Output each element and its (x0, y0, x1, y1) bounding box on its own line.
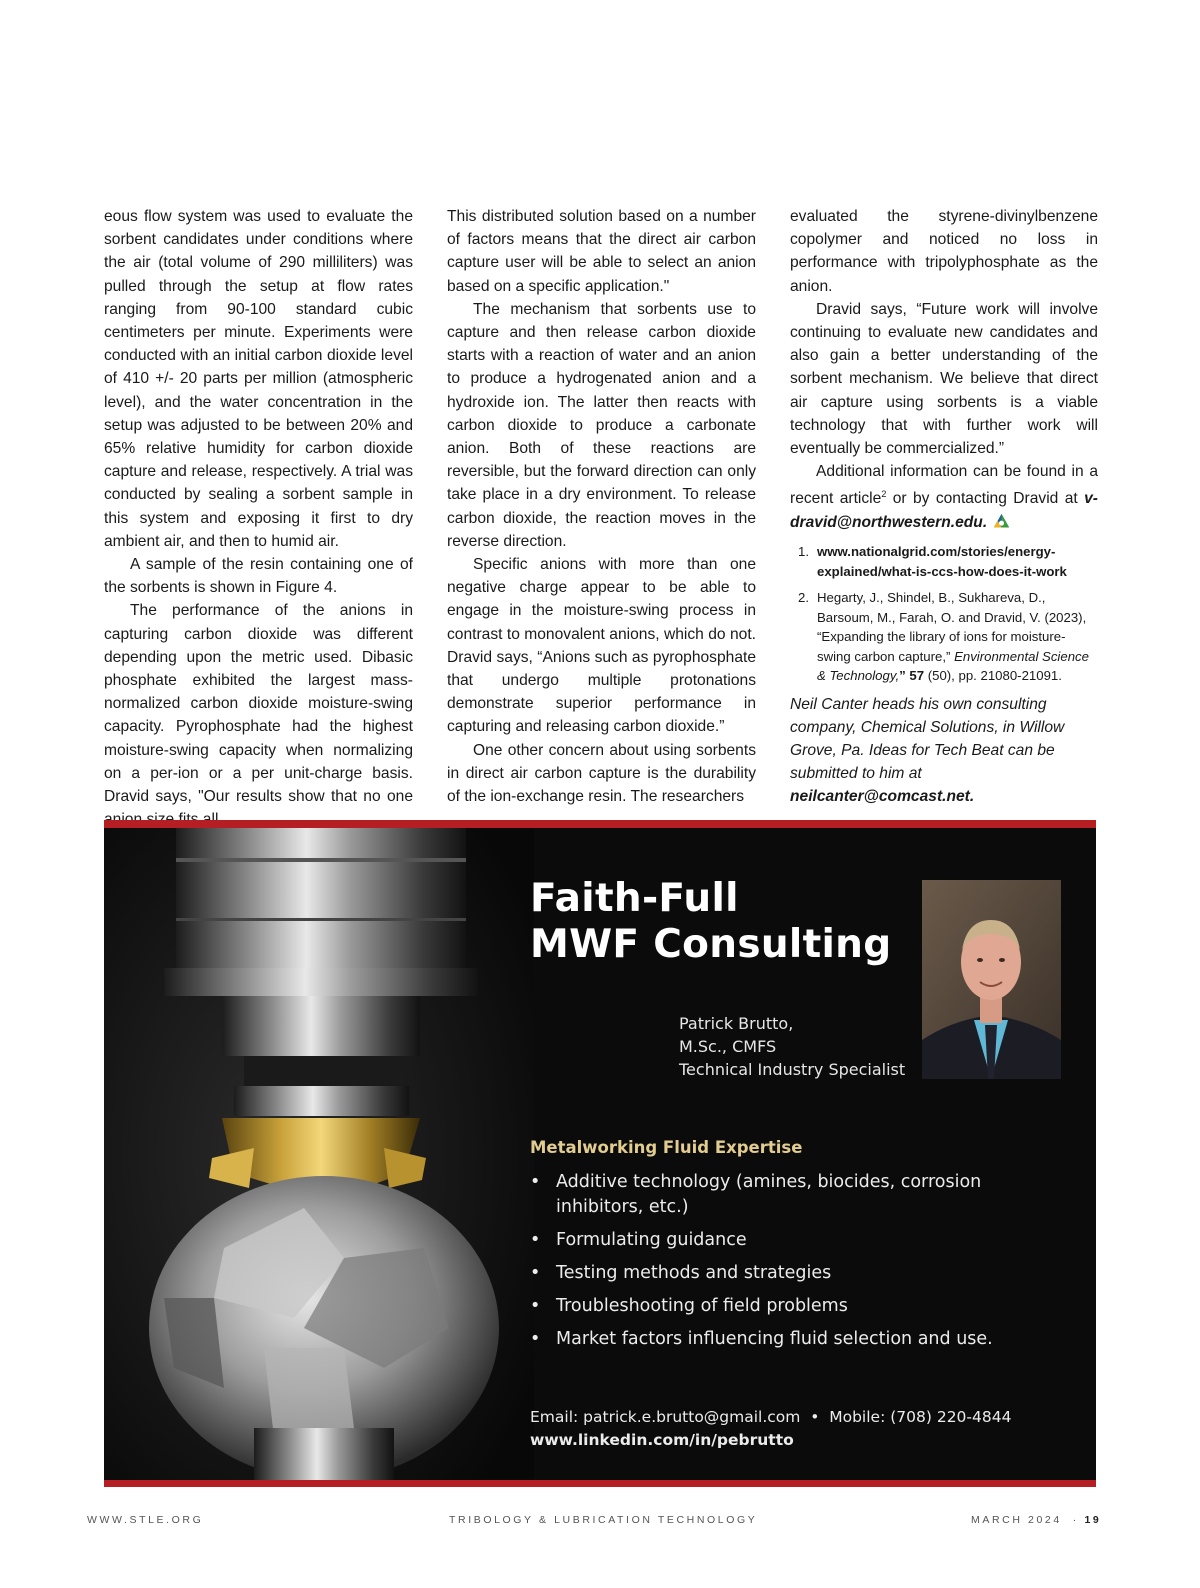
ad-contact (530, 1406, 1011, 1452)
consulting-advertisement (104, 820, 1096, 1487)
stle-logo-icon (993, 513, 1010, 530)
consultant-credentials: M.Sc., CMFS (679, 1037, 777, 1056)
article-column-3 (790, 205, 1098, 809)
col2-paragraph-3: Specific anions with more than one negative charge appear to be able to engage in the moisture-swing process in contrast to monovalent anions, which do not. Dravid says, “Anions such as pyrophosphate that undergo multiple protonations demonstrate superior performance in capturing and releasing carbon dioxide.” (447, 556, 756, 736)
col3-paragraph-3-text: Additional information can be found in a recent article (790, 463, 1098, 508)
reference-item-2 (790, 588, 1098, 686)
page-number: 19 (1084, 1514, 1102, 1526)
ad-bottom-red-bar (104, 1480, 1096, 1487)
article-column-1 (104, 205, 413, 831)
reference-link[interactable]: www.nationalgrid.com/stories/energy-explained/what-is-ccs-how-does-it-work (817, 544, 1067, 579)
reference-number: 2. (798, 590, 809, 606)
reference-journal: Environmental Science & Technology, (817, 648, 1089, 684)
col1-paragraph-1: eous flow system was used to evaluate the sorbent candidates under conditions where the air (total volume of 290 milliliters) was pulled through the setup at flow rates ranging from 90-100 standard cubic centimeters per minute. Experiments were conducted with an initial carbon dioxide level of 410 +/- 20 parts per million (atmospheric level), and the water concentration in the setup was adjusted to be between 20% and 65% relative humidity for carbon dioxide capture and release, respectively. A trial was conducted by sealing a sorbent sample in this system and exposing it first to dry ambient air, and then to humid air. (104, 208, 413, 550)
contact-email-phone[interactable]: Email: patrick.e.brutto@gmail.com • Mobile: (708) 220-4844 (530, 1408, 1012, 1426)
footnote-marker: 2 (881, 489, 887, 500)
col2-paragraph-1: This distributed solution based on a number of factors means that the direct air carbon capture user will be able to select an anion based on a specific application." (447, 208, 756, 295)
expertise-item: • Troubleshooting of field problems (530, 1294, 1050, 1319)
author-bio (790, 693, 1098, 809)
dravid-email-link[interactable]: v-dravid@northwestern.edu. (790, 490, 1098, 531)
expertise-item: • Testing methods and strategies (530, 1261, 1050, 1286)
reference-text: Hegarty, J., Shindel, B., Sukhareva, D., Barsoum, M., Farah, O. and Dravid, V. (2023), “Expanding the library of ions for moisture-swing carbon capture,” (817, 590, 1087, 664)
consultant-title: Technical Industry Specialist (679, 1060, 906, 1079)
col2-paragraph-4: One other concern about using sorbents in direct air carbon capture is the durability of the ion-exchange resin. The researchers (447, 741, 756, 806)
reference-number: 1. (798, 544, 809, 560)
col3-paragraph-3 (790, 460, 1098, 534)
expertise-heading: Metalworking Fluid Expertise (530, 1138, 803, 1157)
col3-paragraph-3-text-cont: or by contacting Dravid at (886, 490, 1078, 508)
ad-top-red-bar (104, 820, 1096, 828)
consultant-name: Patrick Brutto, (679, 1014, 794, 1033)
ad-title-line-2: MWF Consulting (530, 922, 892, 967)
footer-issue (971, 1514, 1101, 1526)
consultant-info (679, 1012, 905, 1081)
reference-volume: ” 57 (899, 668, 925, 684)
author-bio-text: Neil Canter heads his own consulting company, Chemical Solutions, in Willow Grove, Pa. Ideas for Tech Beat can be submitted to him at (790, 695, 1065, 783)
col1-paragraph-2: A sample of the resin containing one of the sorbents is shown in Figure 4. (104, 556, 413, 597)
patrick-brutto-portrait (922, 880, 1061, 1079)
author-email-link[interactable]: neilcanter@comcast.net. (790, 788, 975, 806)
ad-title-line-1: Faith-Full (530, 876, 739, 921)
references-list (790, 542, 1098, 686)
expertise-list (530, 1170, 1050, 1360)
col3-paragraph-2: Dravid says, “Future work will involve continuing to evaluate new candidates and also gain a better understanding of the sorbent mechanism. We believe that direct air capture using sorbents is a viable technology that with further work will eventually be commercialized.” (790, 300, 1098, 458)
expertise-item: • Additive technology (amines, biocides, corrosion inhibitors, etc.) (530, 1170, 1050, 1220)
col2-paragraph-2: The mechanism that sorbents use to capture and then release carbon dioxide starts with a reaction of water and an anion to produce a hydrogenated anion and a hydroxide ion. The latter then reacts with carbon dioxide to produce a carbonate anion. Both of these reactions are reversible, but the forward direction can only take place in a dry environment. To release carbon dioxide, the reaction moves in the reverse direction. (447, 300, 756, 550)
linkedin-link[interactable]: www.linkedin.com/in/pebrutto (530, 1431, 794, 1449)
expertise-item: • Market factors influencing fluid selection and use. (530, 1327, 1050, 1352)
reference-item-1 (790, 542, 1098, 581)
expertise-item: • Formulating guidance (530, 1228, 1050, 1253)
reference-pages: (50), pp. 21080-21091. (924, 668, 1062, 684)
col3-paragraph-1: evaluated the styrene-divinylbenzene copolymer and noticed no loss in performance with tripolyphosphate as the anion. (790, 208, 1098, 295)
footer-website[interactable]: WWW.STLE.ORG (87, 1514, 204, 1526)
ad-title (530, 876, 891, 968)
milling-cutter-photo (104, 828, 534, 1480)
footer-publication: TRIBOLOGY & LUBRICATION TECHNOLOGY (449, 1514, 758, 1526)
article-column-2 (447, 205, 756, 808)
col1-paragraph-3: The performance of the anions in capturing carbon dioxide was different depending upon the metric used. Dibasic phosphate exhibited the largest mass-normalized carbon dioxide moisture-swing capacity. Pyrophosphate had the highest moisture-swing capacity when normalizing on a per-ion or a per unit-charge basis. Dravid says, "Our results show that no one (104, 602, 413, 806)
footer-date: MARCH 2024 · (971, 1514, 1079, 1526)
